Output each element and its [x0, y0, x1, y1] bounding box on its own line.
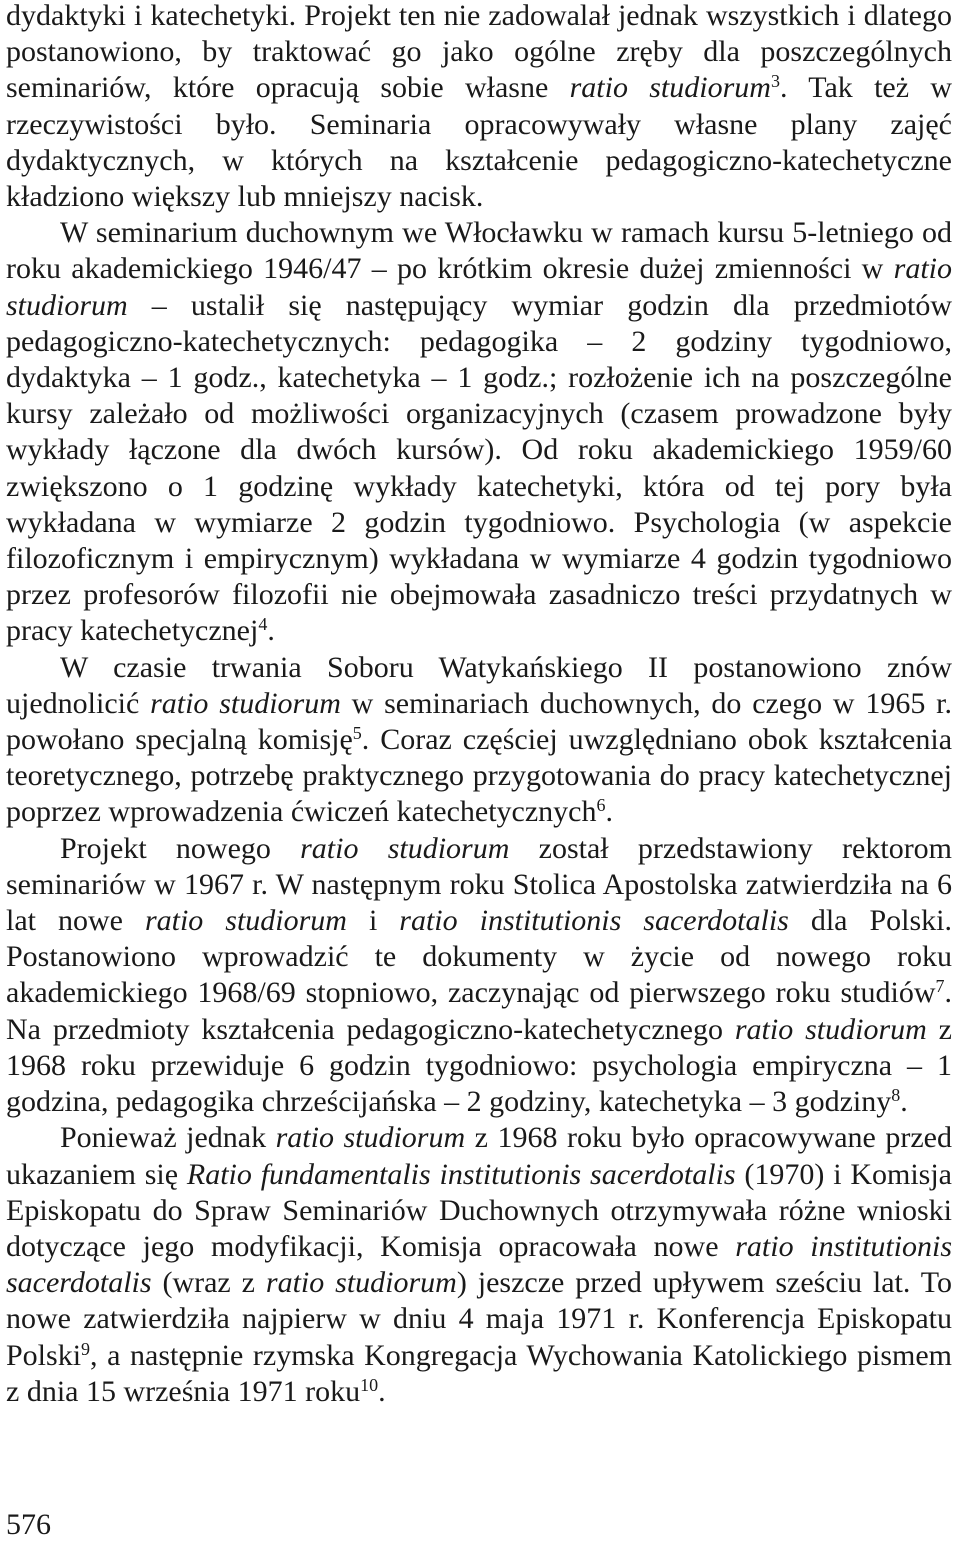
- text-run: (wraz z: [151, 1266, 266, 1300]
- italic-text: ratio studiorum: [144, 904, 347, 938]
- footnote-ref: 10: [360, 1374, 379, 1395]
- italic-text: ratio studiorum: [6, 252, 952, 322]
- text-run: W seminarium duchownym we Włocławku w ramach kursu 5-letniego od roku akademickiego 1946/47 – po krótkim okresie dużej zmienności w: [6, 216, 952, 286]
- text-run: . Tak też w rzeczywistości było. Seminaria opracowywały własne plany zajęć dydaktycznych, w których na kształcenie pedagogiczno-katechetyczne kładziono większy lub mniejszy nacisk.: [6, 71, 953, 214]
- text-run: . Na przedmioty kształcenia pedagogiczno-katechetycznego: [6, 976, 952, 1046]
- text-run: (1970) i Komisja Episkopatu do Spraw Seminariów Duchownych otrzymywała różne wnioski dotyczące jego modyfikacji, Komisja opracowała nowe: [6, 1157, 952, 1263]
- paragraph: [6, 215, 952, 649]
- footnote-ref: 6: [596, 795, 606, 816]
- italic-text: ratio institutionis sacerdotalis: [399, 904, 789, 938]
- text-run: .: [267, 614, 275, 648]
- paragraph: [6, 0, 952, 215]
- text-run: dla Polski. Postanowiono wprowadzić te dokumenty w życie od nowego roku akademickiego 1968/69 stopniowo, zaczynając od pierwszego roku studiów: [6, 904, 952, 1010]
- paragraph: [6, 650, 952, 831]
- footnote-ref: 3: [770, 71, 780, 92]
- text-run: – ustalił się następujący wymiar godzin dla przedmiotów pedagogiczno-katechetycznych: pedagogika – 2 godziny tygodniowo, dydaktyka – 1 godz., katechetyka – 1 godz.; rozłożenie ich na poszczególne kursy zależało od możliwości organizacyjnych (czasem prowadzone były wykłady łączone dla dwóch kursów). Od roku akademickiego 1959/60 zwiększono o 1 godzinę wykłady katechetyki, która od tej pory była wykładana w wymiarze 2 godzin tygodniowo. Psychologia (w aspekcie filozoficznym i empirycznym) wykładana w wymiarze 4 godzin tygodniowo przez profesorów filozofii nie obejmowała zasadniczo treści przydatnych w pracy katechetycznej: [6, 288, 952, 648]
- footnote-ref: 8: [891, 1085, 901, 1106]
- text-run: Projekt nowego: [60, 831, 301, 865]
- italic-text: ratio studiorum: [734, 1012, 927, 1046]
- text-run: został przedstawiony rektorom seminariów w 1967 r. W następnym roku Stolica Apostolska zatwierdziła na 6 lat nowe: [6, 831, 953, 938]
- text-run: W czasie trwania Soboru Watykańskiego II postanowiono znów ujednolicić: [6, 650, 952, 720]
- text-run: w seminariach duchownych, do czego w 1965 r. powołano specjalną komisję: [6, 686, 952, 757]
- text-run: .: [378, 1374, 386, 1408]
- text-run: i: [346, 904, 400, 938]
- text-run: z 1968 roku przewiduje 6 godzin tygodniowo: psychologia empiryczna – 1 godzina, pedagogika chrześcijańska – 2 godziny, katechetyka – 3 godziny: [6, 1012, 952, 1119]
- italic-text: Ratio fundamentalis institutionis sacerdotalis: [186, 1157, 736, 1191]
- italic-text: ratio studiorum: [265, 1266, 457, 1300]
- text-run: . Coraz częściej uwzględniano obok kształcenia teoretycznego, potrzebę praktycznego przygotowania do pracy katechetycznej poprzez wprowadzenia ćwiczeń katechetycznych: [6, 723, 953, 829]
- text-run: z 1968 roku było opracowywane przed ukazaniem się: [6, 1121, 952, 1191]
- footnote-ref: 4: [258, 614, 268, 635]
- text-run: ) jeszcze przed upływem sześciu lat. To nowe zatwierdziła najpierw w dniu 4 maja 1971 r. Konferencja Episkopatu Polski: [6, 1266, 953, 1372]
- text-run: dydaktyki i katechetyki. Projekt ten nie zadowalał jednak wszystkich i dlatego postanowiono, by traktować go jako ogólne zręby dla poszczególnych seminariów, które opracują sobie własne: [6, 0, 952, 105]
- text-run: .: [900, 1085, 908, 1119]
- footnote-ref: 5: [352, 723, 362, 744]
- italic-text: ratio studiorum: [275, 1121, 466, 1155]
- paragraph: [6, 831, 952, 1121]
- italic-text: ratio studiorum: [300, 831, 510, 865]
- paragraph: [6, 1120, 952, 1410]
- italic-text: ratio institutionis sacerdotalis: [6, 1229, 952, 1300]
- italic-text: ratio studiorum: [150, 686, 341, 720]
- footnote-ref: 7: [935, 976, 945, 997]
- italic-text: ratio studiorum: [569, 71, 771, 105]
- text-run: Ponieważ jednak: [60, 1121, 276, 1155]
- footnote-ref: 9: [81, 1338, 91, 1359]
- text-run: , a następnie rzymska Kongregacja Wychowania Katolickiego pismem z dnia 15 września 1971 roku: [6, 1338, 952, 1408]
- body-text: [6, 0, 952, 1410]
- text-run: .: [605, 795, 613, 829]
- page-number: 576: [6, 1508, 51, 1541]
